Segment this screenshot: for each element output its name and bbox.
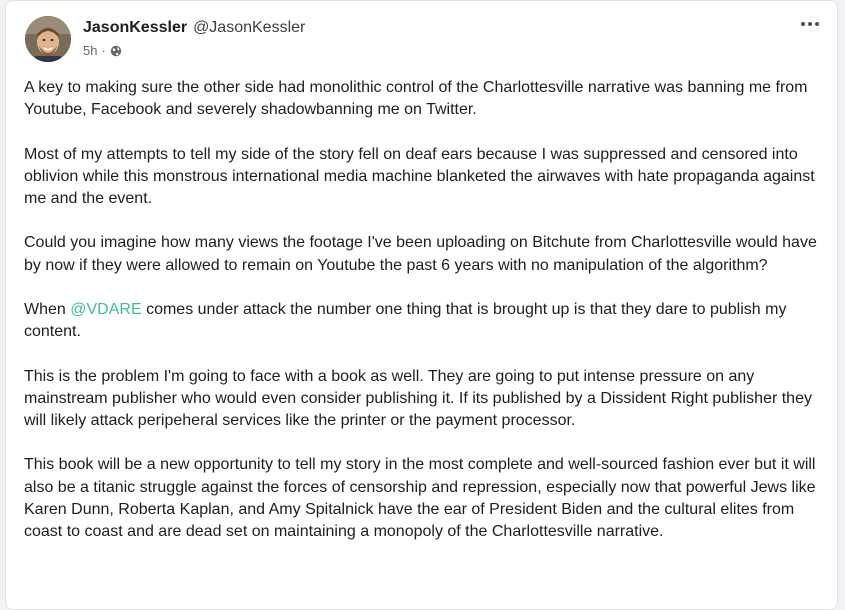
paragraph-suffix: comes under attack the number one thing that is brought up is that they dare to publish my content. <box>24 300 787 341</box>
post-paragraph: This is the problem I'm going to face with a book as well. They are going to put intense pressure on any mainstream publisher who would even consider publishing it. If its published by a Dissident Right publisher they will likely attack peripeheral services like the printer or the payment processor. <box>24 367 812 429</box>
post-paragraph: This book will be a new opportunity to tell my story in the most complete and well-sourced fashion ever but it will also be a titanic struggle against the forces of censorship and repression, especially now that powerful Jews like Karen Dunn, Roberta Kaplan, and Amy Spitalnick have the ear of President Biden and the cultural elites from coast to coast and are dead set on maintaining a monopoly of the Charlottesville narrative. <box>24 456 816 540</box>
post-paragraph: Could you imagine how many views the footage I've been uploading on Bitchute from Charlottesville would have by now if they were allowed to remain on Youtube the past 6 years with no manipulation of the algorithm? <box>24 234 817 274</box>
avatar[interactable] <box>25 16 71 62</box>
more-horizontal-icon <box>801 22 805 26</box>
author-line <box>83 19 305 37</box>
post-paragraph: A key to making sure the other side had monolithic control of the Charlottesville narrative was banning me from Youtube, Facebook and severely shadowbanning me on Twitter. <box>24 79 808 119</box>
globe-icon <box>110 45 122 57</box>
more-options-button[interactable] <box>797 15 823 33</box>
paragraph-prefix: When <box>24 300 71 318</box>
post-body <box>24 77 829 565</box>
mention-link-vdare[interactable]: @VDARE <box>70 300 142 318</box>
author-handle[interactable]: @JasonKessler <box>193 19 306 36</box>
post-time[interactable]: 5h <box>83 43 98 58</box>
author-name[interactable]: JasonKessler <box>83 19 188 36</box>
post-meta: 5h · <box>83 43 122 58</box>
post-paragraph <box>24 299 829 343</box>
post-paragraph: Most of my attempts to tell my side of the story fell on deaf ears because I was suppressed and censored into oblivion while this monstrous international media machine blanketed the airwaves with hate propaganda against me and the event. <box>24 145 815 207</box>
post-card <box>5 0 838 610</box>
